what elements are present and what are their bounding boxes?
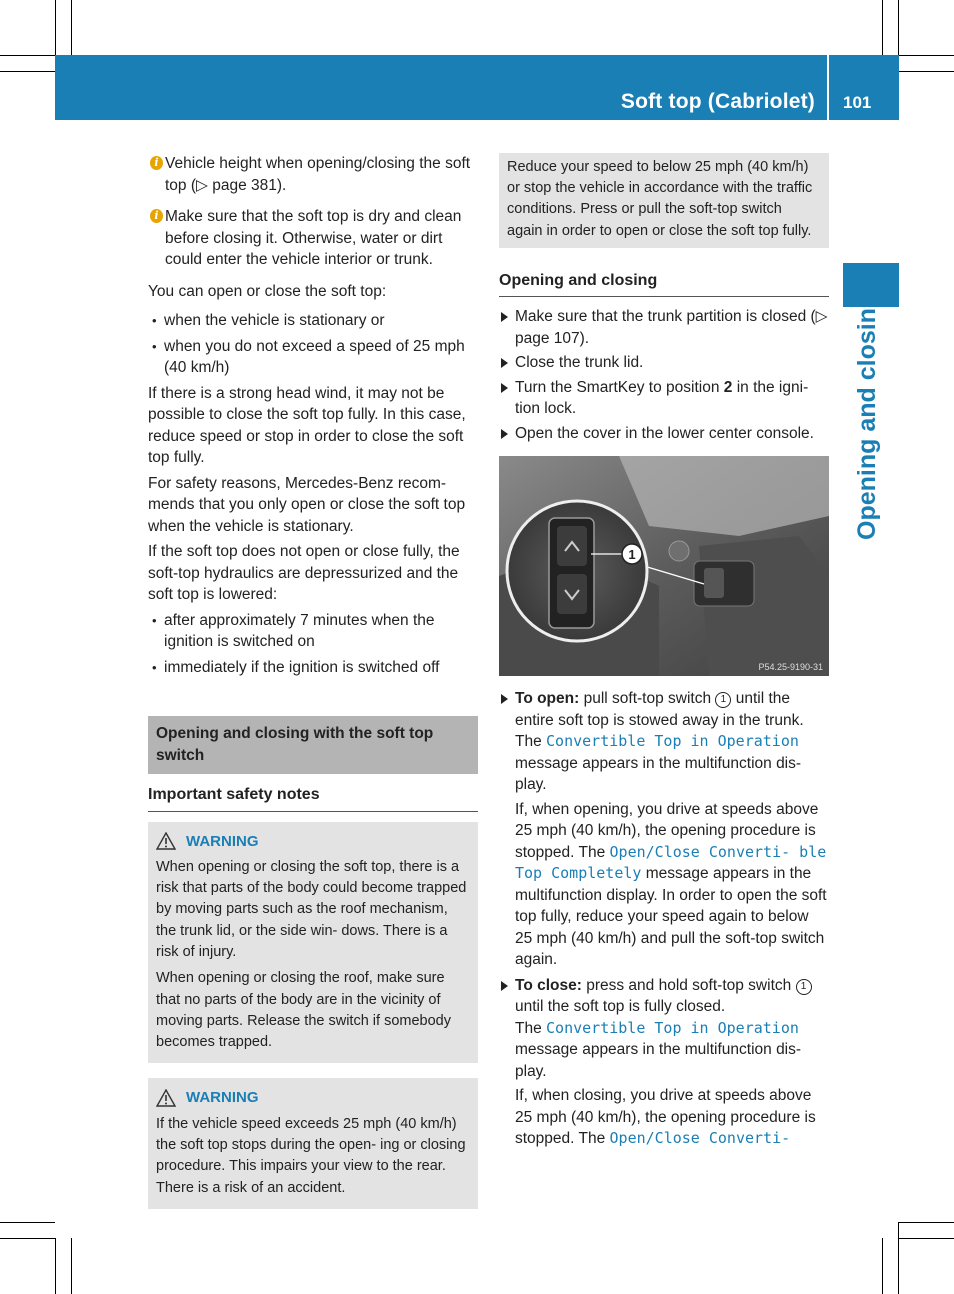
list-item: • immediately if the ignition is switched off	[148, 657, 478, 679]
warning-text: If the vehicle speed exceeds 25 mph (40 km/h) the soft top stops during the open- ing or closing procedure. This impairs your view to the rear. There is a risk of an accident.	[156, 1115, 466, 1196]
bullet-list	[148, 310, 478, 379]
paragraph: If there is a strong head wind, it may not be possible to close the soft top fully. In this case, reduce speed or stop in order to close the soft top fully.	[148, 384, 466, 466]
crop-mark	[0, 1238, 55, 1239]
crop-mark	[899, 55, 954, 56]
step-text: message appears in the multifunction dis- play.	[515, 754, 802, 794]
crop-mark	[71, 1238, 72, 1294]
list-item: • when the vehicle is stationary or	[148, 310, 478, 332]
crop-mark	[55, 1238, 56, 1294]
instruction-step: Make sure that the trunk partition is closed (▷ page 107).	[499, 306, 829, 349]
warning-text: When opening or closing the soft top, there is a risk that parts of the body could become trapped by moving parts such as the roof mechanism, the trunk lid, or the side win- dows. There is a risk of injury.	[156, 858, 467, 960]
photo-callout: 1	[628, 547, 636, 563]
list-item: • after approximately 7 minutes when the ignition is switched on	[148, 610, 478, 653]
position-number: 2	[723, 378, 733, 396]
step-text: Turn the SmartKey to position	[515, 378, 724, 396]
photo-code: P54.25-9190-31	[758, 662, 823, 673]
step-text: If, when opening, you drive at speeds above 25 mph (40 km/h), the opening procedure is stopped. The	[515, 800, 819, 861]
display-message: Open/Close Converti-	[609, 1129, 791, 1148]
page-header	[55, 55, 899, 120]
step-text: message appears in the multifunction dis- play.	[515, 1041, 802, 1080]
crop-mark	[899, 71, 954, 72]
console-illustration	[499, 456, 829, 676]
crop-mark	[899, 1238, 954, 1239]
info-note	[148, 153, 478, 196]
step-text: until the entire soft top is stowed away in the trunk.	[515, 690, 804, 729]
display-message: Convertible Top in Operation	[546, 732, 799, 751]
note-box: Reduce your speed to below 25 mph (40 km/h) or stop the vehicle in accordance with the traffic conditions. Press or pull the soft-top switch again in order to open or close the soft top fully.	[499, 153, 829, 248]
paragraph: For safety reasons, Mercedes-Benz recom- mends that you only open or close the soft top when the vehicle is stationary.	[148, 474, 466, 535]
warning-triangle-icon	[156, 1089, 176, 1107]
bullet-list	[148, 610, 478, 679]
subsection-heading: Opening and closing	[499, 270, 829, 298]
step-text: The	[515, 733, 547, 751]
info-text: Make sure that the soft top is dry and clean before closing it. Otherwise, water or dirt could enter the vehicle interior or trunk.	[165, 208, 462, 268]
right-column	[499, 153, 829, 1153]
crop-mark	[0, 55, 55, 56]
step-text: message appears in the multifunction display. In order to open the soft top fully, reduce your speed again to below 25 mph (40 km/h) and pull the soft-top switch again.	[515, 865, 827, 969]
section-heading: Opening and closing with the soft top switch	[148, 716, 478, 774]
step-text: until the soft top is fully closed.	[515, 998, 726, 1016]
info-text: Vehicle height when opening/closing the soft top (▷ page 381).	[165, 155, 471, 194]
instruction-step	[499, 975, 829, 1083]
instruction-step	[499, 377, 829, 420]
warning-box	[148, 822, 478, 1064]
header-divider	[827, 55, 829, 120]
crop-mark	[55, 0, 56, 55]
warning-title: WARNING	[186, 832, 259, 850]
crop-mark	[0, 1222, 55, 1223]
step-paragraph	[499, 1085, 829, 1150]
page-number: 101	[843, 93, 872, 112]
crop-mark	[898, 1222, 899, 1294]
warning-header	[156, 1087, 470, 1108]
crop-mark	[898, 0, 899, 55]
step-text: If, when closing, you drive at speeds above 25 mph (40 km/h), the opening procedure is stopped. The	[515, 1087, 816, 1148]
callout-ref: 1	[715, 692, 731, 708]
step-text: pull soft-top switch	[579, 690, 716, 708]
step-paragraph	[499, 799, 829, 971]
step-label: To close:	[515, 976, 582, 994]
warning-triangle-icon	[156, 832, 176, 850]
crop-mark	[882, 0, 883, 55]
step-label: To open:	[515, 690, 580, 708]
subsection-heading: Important safety notes	[148, 784, 478, 812]
page-title: Soft top (Cabriolet)	[620, 90, 815, 113]
callout-ref: 1	[796, 979, 812, 995]
info-note	[148, 206, 478, 271]
step-text: in the igni- tion lock.	[515, 378, 809, 418]
instruction-step: Open the cover in the lower center console.	[499, 423, 829, 445]
crop-mark	[0, 71, 55, 72]
step-text: press and hold soft-top switch	[581, 976, 796, 994]
list-item: • when you do not exceed a speed of 25 mph (40 km/h)	[148, 336, 478, 379]
warning-header	[156, 831, 470, 852]
paragraph: You can open or close the soft top:	[148, 282, 387, 300]
warning-title: WARNING	[186, 1089, 259, 1107]
left-column	[148, 153, 478, 1224]
step-text: The	[515, 1019, 547, 1037]
paragraph: If the soft top does not open or close fully, the soft-top hydraulics are depressurized and the soft top is lowered:	[148, 543, 460, 603]
crop-mark	[899, 1222, 954, 1223]
warning-box	[148, 1078, 478, 1208]
instruction-step	[499, 688, 829, 796]
warning-text: When opening or closing the roof, make sure that no parts of the body are in the vicinity of moving parts. Release the switch if somebody becomes trapped.	[156, 970, 451, 1051]
crop-mark	[882, 1238, 883, 1294]
crop-mark	[71, 0, 72, 55]
chapter-label: Opening and closing	[853, 292, 881, 540]
instruction-step: Close the trunk lid.	[499, 352, 829, 374]
display-message: Open/Close Converti- ble Top Completely	[515, 842, 827, 883]
info-icon: i	[150, 156, 163, 170]
display-message: Convertible Top in Operation	[546, 1018, 799, 1037]
info-icon: i	[150, 209, 163, 223]
console-photo	[499, 456, 829, 676]
